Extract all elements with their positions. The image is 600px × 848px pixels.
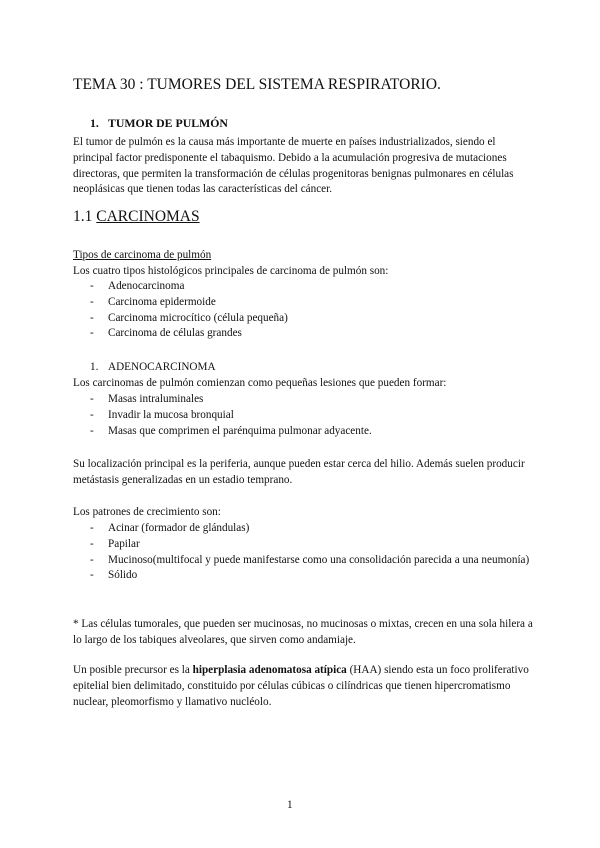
adeno-intro: Los carcinomas de pulmón comienzan como pequeñas lesiones que pueden formar: xyxy=(73,377,447,389)
adeno-heading xyxy=(73,360,533,376)
adeno-list xyxy=(73,392,533,439)
page-number: 1 xyxy=(287,799,293,811)
list-dash: - xyxy=(90,311,94,324)
section-1-title: TUMOR DE PULMÓN xyxy=(108,116,228,130)
nota-paragraph: * Las células tumorales, que pueden ser mucinosas, no mucinosas o mixtas, crecen en una sola hilera a lo largo de los tabiques alveolares, que sirven como andamiaje. xyxy=(73,618,533,646)
list-dash: - xyxy=(90,408,94,421)
precursor-paragraph: Un posible precursor es la hiperplasia adenomatosa atípica (HAA) siendo esta un foco proliferativo epitelial bien delimitado, constituido por células cúbicas o cilíndricas que tienen hipercromatismo nuclear, pleomorfismo y llamativo nucléolo. xyxy=(73,664,529,708)
section-1-paragraph: El tumor de pulmón es la causa más importante de muerte en países industrializados, siendo el principal factor predisponente el tabaquismo. Debido a la acumulación progresiva de mutaciones directoras, que permiten la transformación de células progenitoras benignas pulmonares en células neoplásicas que tienen todas las características del cáncer. xyxy=(73,136,514,196)
patrones-intro: Los patrones de crecimiento son: xyxy=(73,506,221,518)
list-item: - Carcinoma de células grandes xyxy=(73,326,533,342)
adeno-title: ADENOCARCINOMA xyxy=(108,361,216,373)
tipos-list xyxy=(73,279,533,342)
list-dash: - xyxy=(90,393,94,405)
tipos-heading: Tipos de carcinoma de pulmón xyxy=(73,249,212,261)
list-item: - Adenocarcinoma xyxy=(73,279,533,295)
list-dash: - xyxy=(90,327,94,340)
localizacion-paragraph: Su localización principal es la periferia, aunque pueden estar cerca del hilio. Además suelen producir metástasis generalizadas en un estadio temprano. xyxy=(73,458,525,486)
patrones-list xyxy=(73,521,533,584)
list-item: - Sólido xyxy=(73,568,533,584)
list-dash: - xyxy=(90,522,94,534)
tipos-intro: Los cuatro tipos histológicos principales de carcinoma de pulmón son: xyxy=(73,264,389,277)
subsection-number: 1.1 xyxy=(73,208,93,225)
list-item: - Masas que comprimen el parénquima pulmonar adyacente. xyxy=(73,424,533,440)
section-1-number: 1. xyxy=(90,116,99,130)
list-item: - Acinar (formador de glándulas) xyxy=(73,521,533,537)
list-dash: - xyxy=(90,537,94,550)
subsection-title: CARCINOMAS xyxy=(96,208,200,225)
list-item: - Carcinoma epidermoide xyxy=(73,295,533,311)
list-dash: - xyxy=(90,280,94,292)
list-item: - Mucinoso(multifocal y puede manifestarse como una consolidación parecida a una neumonía) xyxy=(73,553,533,569)
tipos-section xyxy=(73,248,533,280)
list-item: - Papilar xyxy=(73,537,533,553)
list-dash: - xyxy=(90,553,94,566)
subsection-heading xyxy=(73,208,200,226)
list-item: - Carcinoma microcítico (célula pequeña) xyxy=(73,311,533,327)
list-item: - Invadir la mucosa bronquial xyxy=(73,408,533,424)
list-item: - Masas intraluminales xyxy=(73,392,533,408)
list-dash: - xyxy=(90,569,94,582)
adeno-number: 1. xyxy=(90,361,99,373)
page-title: TEMA 30 : TUMORES DEL SISTEMA RESPIRATORIO. xyxy=(73,76,441,93)
list-dash: - xyxy=(90,424,94,437)
section-1-heading xyxy=(73,116,533,132)
precursor-bold-term: hiperplasia adenomatosa atípica xyxy=(192,664,347,676)
list-dash: - xyxy=(90,295,94,308)
